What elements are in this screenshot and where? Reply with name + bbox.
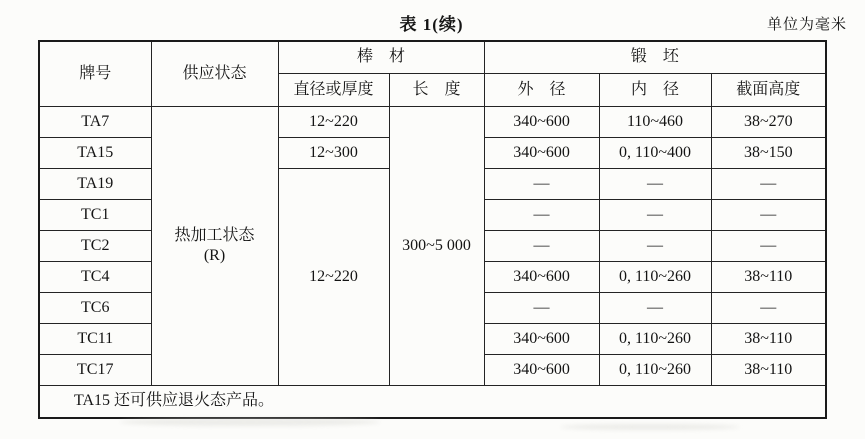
outer-diameter-cell: 340~600 (484, 323, 599, 354)
inner-diameter-cell: 0, 110~400 (599, 137, 711, 168)
inner-diameter-cell: 110~460 (599, 106, 711, 137)
supply-state-line1: 热加工状态 (174, 226, 255, 244)
inner-diameter-cell: 0, 110~260 (599, 323, 711, 354)
section-height-cell: 38~110 (711, 261, 826, 292)
section-height-cell: 38~150 (711, 137, 826, 168)
outer-diameter-cell: — (484, 168, 599, 199)
grade-cell: TC17 (39, 354, 151, 385)
spec-table (38, 40, 827, 419)
col-header-diameter: 直径或厚度 (278, 73, 389, 106)
diameter-cell: 12~300 (278, 137, 389, 168)
diameter-cell: 12~220 (278, 106, 389, 137)
grade-cell: TC4 (39, 261, 151, 292)
col-group-bar: 棒 材 (278, 41, 484, 73)
supply-state-line2: (R) (203, 246, 226, 264)
footnote-row (39, 385, 826, 418)
scan-artifact (560, 424, 740, 430)
outer-diameter-cell: 340~600 (484, 106, 599, 137)
col-header-section-height: 截面高度 (711, 73, 826, 106)
section-height-cell: 38~110 (711, 323, 826, 354)
length-cell: 300~5 000 (389, 106, 484, 385)
outer-diameter-cell: 340~600 (484, 354, 599, 385)
table-title: 表 1(续) (399, 15, 464, 34)
supply-state-cell (151, 106, 278, 385)
diameter-merged-cell: 12~220 (278, 168, 389, 385)
grade-cell: TA15 (39, 137, 151, 168)
inner-diameter-cell: 0, 110~260 (599, 354, 711, 385)
grade-cell: TC6 (39, 292, 151, 323)
unit-note: 单位为毫米 (766, 17, 847, 33)
outer-diameter-cell: 340~600 (484, 137, 599, 168)
scan-artifact (120, 418, 380, 426)
col-header-inner-diameter: 内 径 (599, 73, 711, 106)
section-height-cell: — (711, 168, 826, 199)
col-header-outer-diameter: 外 径 (484, 73, 599, 106)
section-height-cell: — (711, 292, 826, 323)
section-height-cell: 38~110 (711, 354, 826, 385)
col-header-length: 长 度 (389, 73, 484, 106)
grade-cell: TC11 (39, 323, 151, 354)
outer-diameter-cell: — (484, 230, 599, 261)
header-row-groups (39, 41, 826, 73)
grade-cell: TA7 (39, 106, 151, 137)
footnote: TA15 还可供应退火态产品。 (39, 385, 826, 418)
section-height-cell: — (711, 199, 826, 230)
col-header-supply: 供应状态 (151, 41, 278, 106)
col-group-forging: 锻 坯 (484, 41, 826, 73)
grade-cell: TA19 (39, 168, 151, 199)
inner-diameter-cell: — (599, 168, 711, 199)
section-height-cell: — (711, 230, 826, 261)
table-row-ta7 (39, 106, 826, 137)
outer-diameter-cell: 340~600 (484, 261, 599, 292)
outer-diameter-cell: — (484, 199, 599, 230)
inner-diameter-cell: 0, 110~260 (599, 261, 711, 292)
outer-diameter-cell: — (484, 292, 599, 323)
col-header-grade: 牌号 (39, 41, 151, 106)
inner-diameter-cell: — (599, 292, 711, 323)
inner-diameter-cell: — (599, 199, 711, 230)
inner-diameter-cell: — (599, 230, 711, 261)
section-height-cell: 38~270 (711, 106, 826, 137)
grade-cell: TC2 (39, 230, 151, 261)
grade-cell: TC1 (39, 199, 151, 230)
